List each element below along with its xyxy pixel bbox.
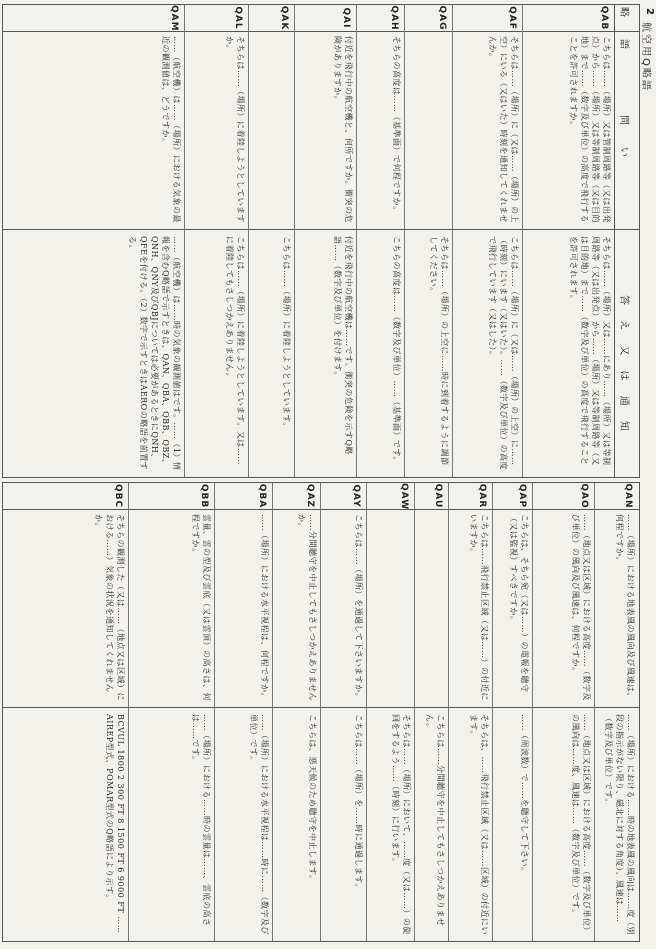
table-row — [414, 483, 449, 941]
table-row — [452, 5, 523, 477]
row-code: QAH — [389, 5, 399, 31]
table-row — [404, 5, 453, 477]
page-header — [642, 0, 656, 949]
row-answer: こちらは……（場所）に着陸しようとしています。又は……に着陸してもさしつかえありません。 — [225, 236, 245, 465]
row-question: こちらは……飛行禁止区域（又は……）の付近にいますか。 — [469, 514, 489, 701]
row-answer: ……（航空機）は……時の気象の観測値はです。……（1）情報を含むQ略語で示すときは、QAN、QBA、QBB、QBZ、QNH、QNY及びQBJについては必要があるときにQNH、QFEを付ける。（2）数字で示すときはAEROの略語を前置する。 — [128, 236, 181, 471]
table-row — [5, 483, 129, 941]
table-row — [272, 483, 321, 941]
row-code: QAG — [437, 5, 447, 31]
table-row — [532, 483, 595, 941]
row-code: QAY — [351, 484, 361, 508]
table-row — [184, 5, 249, 477]
row-answer: BCVUL 1800 2 300 FT 8 1500 FT 6 9000 FT ……AIREP型式、POMAR型式のQ略語により示す。 — [105, 714, 125, 934]
row-answer: こちらは、悪天候のため聴守を中止します。 — [308, 714, 317, 884]
header-answer: 答 え 又 は 通 知 — [618, 295, 629, 437]
row-question: ……（場所）における地表風の風向及び風速は、何程ですか。 — [615, 514, 635, 701]
row-question: ……（航空機）は……（場所）における気象の最近の観測値は、どうですか。 — [161, 36, 181, 223]
row-question: こちらは、そちら宛（又は……）の電報を聴守（又は監視）すべきですか。 — [509, 514, 529, 693]
row-answer: 付近を飛行中の航空機は……です。衝突の危険を示すQ略語……（数字及び単位）を付けます。 — [333, 236, 353, 455]
row-question: ……分間聴守を中止してもさしつかえありませんか。 — [297, 514, 317, 701]
row-question: そちらは……（場所）に（又は……（場所）の上空）にいる（又はいた）時刻を通知してくれませんか。 — [488, 36, 519, 223]
row-code: QAN — [623, 483, 633, 509]
page-title: 航空用Q略語 — [640, 22, 651, 92]
row-answer: そちらは、……飛行禁止区域（又は……区域）の付近にいます。 — [469, 714, 489, 935]
row-code: QAM — [169, 5, 179, 32]
row-question — [367, 510, 415, 708]
row-question: そちらの高度は……（基準面）で何程ですか。 — [392, 36, 401, 215]
row-code: QAK — [279, 5, 289, 31]
row-answer: ……（地点又は区域）における高度……（数字及び単位）の風向は……度、風速は……（数字及び単位）です。 — [571, 714, 591, 935]
table-row — [594, 483, 639, 941]
row-code: QAZ — [305, 483, 315, 509]
row-answer: こちらは……分間聴守を中止してもさしつかえありません。 — [425, 714, 445, 927]
row-question: 付近を飛行中の航空機と、何所ですか。衝突の危険がありますか。 — [333, 36, 353, 223]
table-row — [214, 483, 273, 941]
row-code: QBC — [113, 483, 123, 509]
row-answer: ……（場所）における水平視程は……時に……（数字及び単位）です。 — [249, 714, 269, 935]
row-answer: こちらは……（場所）に着陸しようとしています。 — [282, 236, 291, 431]
table-header — [614, 5, 639, 477]
table-row — [128, 483, 215, 941]
row-question: 雲量、雲の型及び雲底（又は雲頂）の高さは、何程ですか。 — [191, 514, 211, 701]
row-answer: ……（場所）における……時の雲量は……、雲底の高さは……です。 — [191, 714, 211, 927]
row-question: こちらは……（場所）又は管制周路等（又は出発点）から……（場所）又は等制周路等（又は目的地）まで……（数字及び単位）の高度で飛行することを許可されますか。 — [569, 36, 611, 223]
table-row — [492, 483, 533, 941]
table-row — [294, 5, 357, 477]
row-question — [415, 510, 449, 708]
row-answer: ……（周波数）で……を聴守して下さい。 — [520, 714, 529, 876]
table-row — [248, 5, 295, 477]
page-number: 2 — [644, 8, 655, 15]
row-question: そちらの観測した（又は……（地点又は区域）における……）気象の状況を通知してくれませんか。 — [94, 514, 125, 701]
table-row — [5, 5, 185, 477]
row-question: こちらは……（場所）を通過して下さいますか。 — [354, 514, 363, 701]
row-question: ……（地点又は区域）における高度……（数字及び単位）の風向及び風速は、何程ですか。 — [571, 514, 591, 701]
row-code: QAP — [517, 483, 527, 509]
row-code: QAW — [399, 483, 409, 511]
table-row — [320, 483, 367, 941]
row-code: QAL — [233, 6, 243, 30]
row-question: そちらは……（場所）に着陸しようとしていますか。 — [225, 36, 245, 223]
row-answer: こちらは……（場所）を……時に通過します。 — [354, 714, 363, 892]
row-question: ……（場所）における水平視程は、何程ですか。 — [260, 514, 269, 701]
row-answer: こちらの高度は……（数字及び単位）……（基準面）です。 — [392, 236, 401, 465]
header-question: 問 い — [618, 115, 629, 163]
row-code: QAF — [507, 6, 517, 30]
row-answer: こちらは……（場所）に（又は……（場所）の上空）に……（時刻）にいます（又はいた）。……（数字及び単位）の高度で飛行しています（又はした）。 — [488, 236, 519, 470]
header-code: 略 語 — [618, 7, 629, 55]
row-code: QBB — [199, 483, 209, 509]
table-row — [366, 483, 415, 941]
row-code: QAI — [341, 7, 351, 29]
table-row — [522, 5, 615, 477]
row-code: QAB — [599, 5, 609, 31]
table-left — [2, 4, 640, 478]
row-code: QAO — [579, 483, 589, 509]
row-code: QBA — [257, 483, 267, 509]
table-right — [2, 482, 640, 942]
row-question — [249, 32, 295, 230]
table-row — [448, 483, 493, 941]
row-code: QAU — [433, 483, 443, 509]
row-answer: そちらは……（場所）の上空に……時に到着するように調節してください。 — [429, 236, 449, 466]
row-code: QAR — [477, 483, 487, 509]
table-row — [356, 5, 405, 477]
row-answer: そちらは……（場所）又は……にあり……（場所）又は等制周路等（又は出発点）から……（場所）又は等制周路等（又は目的地）まで……（数字及び単位）の高度で飛行することを許可されます。 — [569, 236, 611, 466]
row-answer: そちらは……（場所）において、……度（又は……）の旋回をするよう……（時刻）に行います。 — [391, 714, 411, 935]
row-question — [405, 32, 453, 230]
row-answer: ……（場所）における……時の地表風の風向は……度（別段の指示がない限り、磁北に対する角度）、風速は……（数字及び単位）です。 — [604, 714, 635, 935]
